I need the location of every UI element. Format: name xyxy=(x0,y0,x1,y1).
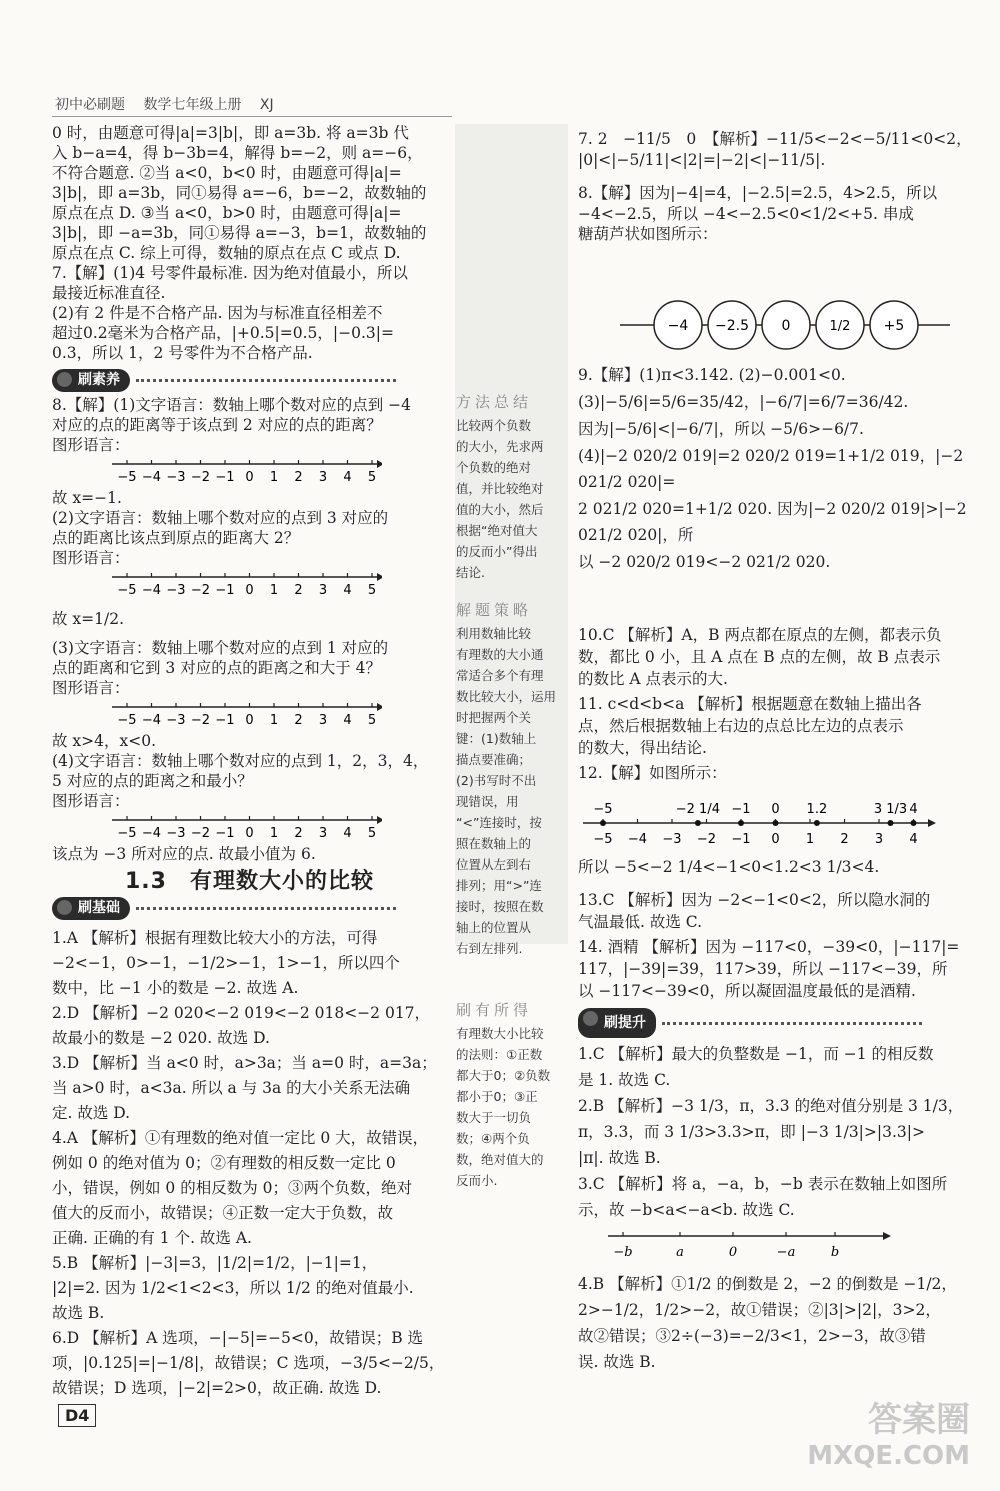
text-line: −4<−2.5，所以 −4<−2.5<0<1/2<+5. 串成 xyxy=(578,204,914,223)
suyang-badge: 刷素养 xyxy=(52,369,130,392)
text-line: 2 021/2 020=1+1/2 020. 因为|−2 020/2 019|>|−2 021/2 020|，所 xyxy=(578,500,972,544)
bead-label: −2.5 xyxy=(715,318,749,334)
text-line: 4.B 【解析】①1/2 的倒数是 2，−2 的倒数是 −1/2， xyxy=(578,1275,957,1293)
text-line: 9.【解】(1)π<3.142. (2)−0.001<0. xyxy=(578,366,846,384)
tick-label: 2 xyxy=(840,832,849,847)
text-line: 项，|0.125|=|−1/8|，故错误；C 选项，−3/5<−2/5， xyxy=(52,1354,445,1372)
point-label: 1.2 xyxy=(806,802,828,817)
text-line: 超过0.2毫米为合格产品，|+0.5|=0.5，|−0.3|= xyxy=(52,324,394,342)
text-line: 8.【解】(1)文字语言：数轴上哪个数对应的点到 −4 xyxy=(52,396,412,414)
tick-label: 2 xyxy=(294,826,303,840)
tick-label: −4 xyxy=(141,713,162,727)
note-line: 轴上的位置从 xyxy=(456,920,532,935)
text-line: 图形语言： xyxy=(52,549,130,567)
text-line: 1.A 【解析】根据有理数比较大小的方法，可得 xyxy=(52,929,378,947)
tick-label: −5 xyxy=(117,470,137,484)
text-line: 定. 故选 D. xyxy=(52,1104,131,1122)
answer-11 xyxy=(578,694,978,759)
text-line: 10.C 【解析】A，B 两点都在原点的左侧，都表示负 xyxy=(578,626,942,644)
point-label: 0 xyxy=(771,802,780,817)
tick-label: −4 xyxy=(141,583,162,597)
tick-label: 4 xyxy=(909,832,918,847)
method-summary-note xyxy=(456,392,568,583)
text-line: 故 x>4，x<0. xyxy=(52,732,157,750)
dotted-rule xyxy=(136,907,396,910)
note-line: 结论. xyxy=(456,565,485,580)
point-marker xyxy=(911,820,917,826)
text-line: 图形语言： xyxy=(52,679,130,697)
point-marker xyxy=(814,820,820,826)
number-line-1 xyxy=(52,456,382,484)
jichu-badge: 刷基础 xyxy=(52,897,130,920)
text-line: 原点在点 C. 综上可得，数轴的原点在点 C 或点 D. xyxy=(52,244,401,262)
tick-label: −a xyxy=(776,1245,796,1260)
tick-label: −1 xyxy=(215,713,235,727)
text-line: 因为|−5/6|<|−6/7|，所以 −5/6>−6/7. xyxy=(578,420,864,438)
text-line: 图形语言： xyxy=(52,792,130,810)
text-line: 3|b|，即 a=3b，同①易得 a=−6，b=−2，故数轴的 xyxy=(52,184,427,202)
text-line: 入 b−a=4，得 b−3b=4，解得 b=−2，则 a=−6， xyxy=(52,144,423,162)
text-line: 数中，比 −1 小的数是 −2. 故选 A. xyxy=(52,979,299,997)
section-title xyxy=(52,869,447,894)
tick-label: 3 xyxy=(318,826,328,840)
text-line: 点的距离比该点到原点的距离大 2？ xyxy=(52,529,300,547)
series-name: 初中必刷题 xyxy=(55,97,125,113)
running-header xyxy=(55,94,288,114)
tick-label: −5 xyxy=(117,713,137,727)
text-line: 2.D 【解析】−2 020<−2 019<−2 018<−2 017， xyxy=(52,1004,431,1022)
tick-label: 0 xyxy=(771,832,780,847)
bead-1 xyxy=(654,301,702,349)
text-line: 值大的反而小，故错误；④正数一定大于负数，故 xyxy=(52,1204,394,1222)
text-line: (2)有 2 件是不合格产品. 因为与标准直径相差不 xyxy=(52,304,383,322)
text-line: 2>−1/2，1/2>−2，故①错误；②|3|>|2|，3>2， xyxy=(578,1301,941,1319)
answer-block-cont xyxy=(52,124,447,263)
tick-label: 5 xyxy=(367,826,377,840)
note-line: 位置从左到右 xyxy=(456,857,532,872)
bead-2 xyxy=(708,301,756,349)
note-line: 数比较大小，运用 xyxy=(456,689,557,704)
tisheng-badge: 刷提升 xyxy=(578,1008,656,1038)
dotted-rule xyxy=(662,1022,922,1025)
tick-label: −4 xyxy=(627,832,648,847)
point-marker xyxy=(600,820,606,826)
tick-label: −5 xyxy=(117,583,137,597)
text-line: 点的距离和它到 3 对应的点的距离之和大于 4？ xyxy=(52,659,382,677)
tick-label: 1 xyxy=(269,713,279,727)
tick-label: −2 xyxy=(696,832,717,847)
bead-label: −4 xyxy=(667,318,689,334)
watermark-logo: 答案圈 xyxy=(868,1400,970,1440)
text-line: 3.D 【解析】当 a<0 时，a>3a；当 a=0 时，a=3a； xyxy=(52,1054,437,1072)
answer-12 xyxy=(578,763,978,878)
tick-label: 3 xyxy=(318,583,328,597)
text-line: 糖葫芦状如图所示： xyxy=(578,225,718,243)
text-line: 12.【解】如图所示： xyxy=(578,764,727,782)
watermark xyxy=(807,1392,970,1471)
basic-answers xyxy=(52,926,447,1400)
tick-label: −2 xyxy=(190,470,211,484)
text-line: 图形语言： xyxy=(52,436,130,454)
axis-arrow xyxy=(883,1232,891,1240)
question-7 xyxy=(52,264,447,363)
point-marker xyxy=(773,820,779,826)
text-line: 是 1. 故选 C. xyxy=(578,1071,671,1089)
tick-label: −3 xyxy=(166,713,186,727)
text-line: −2<−1，0>−1，−1/2>−1，1>−1，所以四个 xyxy=(52,954,400,972)
tick-label: 1 xyxy=(269,583,279,597)
note-line: (2)书写时不出 xyxy=(456,773,537,788)
note-line: 的法则：①正数 xyxy=(456,1047,543,1062)
bead-label: 1/2 xyxy=(829,319,851,334)
text-line: 的数比 A 点表示的大. xyxy=(578,670,728,688)
note-line: 利用数轴比较 xyxy=(456,626,532,641)
tick-label: 0 xyxy=(245,583,254,597)
point-label: −1 xyxy=(731,802,751,817)
text-line: 当 a>0 时，a<3a. 所以 a 与 3a 的大小关系无法确 xyxy=(52,1079,411,1097)
takeaway-note xyxy=(456,1000,568,1191)
note-title: 方法总结 xyxy=(456,393,533,411)
number-line-4 xyxy=(52,812,382,840)
text-line: 点，然后根据数轴上右边的点总比左边的点表示 xyxy=(578,717,904,735)
bead-label: 0 xyxy=(781,318,791,334)
tick-label: −3 xyxy=(662,832,682,847)
text-line: |2|=2. 因为 1/2<1<2<3，所以 1/2 的绝对值最小. xyxy=(52,1279,414,1297)
tick-label: 2 xyxy=(294,713,303,727)
note-line: 个负数的绝对 xyxy=(456,460,532,475)
number-line-q12 xyxy=(578,785,938,851)
bead-4 xyxy=(816,301,864,349)
book-name: 数学七年级上册 xyxy=(143,97,242,113)
note-line: 的大小，先求两 xyxy=(456,439,544,454)
text-line: 以 −117<−39<0，所以凝固温度最低的是酒精. xyxy=(578,982,916,1000)
tick-label: 1 xyxy=(269,470,279,484)
tick-label: −3 xyxy=(166,826,186,840)
text-line: 原点在点 D. ③当 a<0，b>0 时，由题意可得|a|= xyxy=(52,204,402,222)
right-column xyxy=(578,130,978,246)
tick-label: −5 xyxy=(593,832,613,847)
tick-label: b xyxy=(830,1245,840,1260)
right-column-lower xyxy=(578,362,978,1376)
tick-label: −b xyxy=(613,1245,633,1260)
answer-7 xyxy=(578,130,978,170)
text-line: |π|. 故选 B. xyxy=(578,1149,661,1167)
text-line: 对应的点的距离等于该点到 2 对应的点的距离？ xyxy=(52,416,382,434)
text-line: (3)|−5/6|=5/6=35/42，|−6/7|=6/7=36/42. xyxy=(578,393,909,411)
note-line: 数大于一切负 xyxy=(456,1110,532,1125)
note-line: 现错误，用 xyxy=(456,794,519,809)
tick-label: −1 xyxy=(215,470,235,484)
text-line: 3|b|，即 −a=3b，同①易得 a=−3，b=1，故数轴的 xyxy=(52,224,427,242)
bead-label: +5 xyxy=(883,318,905,334)
note-line: 值的大小，然后 xyxy=(456,502,544,517)
tick-label: 4 xyxy=(343,583,352,597)
text-line: 故 x=1/2. xyxy=(52,610,125,628)
answer-8 xyxy=(578,184,978,245)
text-line: 故 x=−1. xyxy=(52,489,122,507)
text-line: (2)文字语言：数轴上哪个数对应的点到 3 对应的 xyxy=(52,509,389,527)
answer-14 xyxy=(578,937,978,1002)
tick-label: −4 xyxy=(141,826,162,840)
text-line: 2.B 【解析】−3 1/3，π，3.3 的绝对值分别是 3 1/3， xyxy=(578,1097,964,1115)
text-line: 11. c<d<b<a 【解析】根据题意在数轴上描出各 xyxy=(578,695,922,713)
axis-arrow xyxy=(377,703,382,711)
answer-10 xyxy=(578,625,978,690)
point-label: −2 1/4 xyxy=(675,802,720,817)
point-label: −5 xyxy=(593,802,613,817)
note-title: 解题策略 xyxy=(456,601,533,619)
text-line: 正确. 正确的有 1 个. 故选 A. xyxy=(52,1229,252,1247)
note-line: 描点要准确； xyxy=(456,752,532,767)
tick-label: 2 xyxy=(294,583,303,597)
note-title: 刷有所得 xyxy=(456,1001,533,1019)
point-label: 4 xyxy=(909,802,918,817)
text-line: 最接近标准直径. xyxy=(52,284,166,302)
bead-string-diagram xyxy=(620,300,950,350)
number-line-2 xyxy=(52,569,382,597)
tick-label: 0 xyxy=(728,1245,738,1260)
text-line: 7.【解】(1)4 号零件最标准. 因为绝对值最小，所以 xyxy=(52,264,408,282)
point-marker xyxy=(738,820,744,826)
note-line: 有理数的大小通 xyxy=(456,647,544,662)
point-marker xyxy=(695,820,701,826)
number-line-3 xyxy=(52,699,382,727)
text-line: 示，故 −b<a<−a<b. 故选 C. xyxy=(578,1201,795,1219)
tisheng-heading xyxy=(578,1008,978,1038)
axis-arrow xyxy=(928,819,936,827)
text-line: 不符合题意. ②当 a<0，b<0 时，由题意可得|a|= xyxy=(52,164,402,182)
note-line: 数，绝对值大的 xyxy=(456,1152,544,1167)
tick-label: 0 xyxy=(245,470,254,484)
jichu-heading xyxy=(52,897,447,920)
text-line: (3)文字语言：数轴上哪个数对应的点到 1 对应的 xyxy=(52,639,389,657)
text-line: 7. 2 −11/5 0 【解析】−11/5<−2<−5/11<0<2， xyxy=(578,130,972,148)
text-line: 故②错误；③2÷(−3)=−2/3<1，2>−3，故③错 xyxy=(578,1327,926,1345)
note-line: 值，并比较绝对 xyxy=(456,481,544,496)
note-line: “<”连接时，按 xyxy=(456,815,542,830)
text-line: 5 对应的点的距离之和最小？ xyxy=(52,772,253,790)
tick-label: 5 xyxy=(367,583,377,597)
text-line: 的数大，得出结论. xyxy=(578,739,707,757)
tick-label: 3 xyxy=(318,470,328,484)
strategy-note xyxy=(456,600,568,959)
point-marker xyxy=(888,820,894,826)
tick-label: −2 xyxy=(190,826,211,840)
text-line: 故选 B. xyxy=(52,1304,105,1322)
text-line: 117，|−39|=39，117>39，所以 −117<−39，所 xyxy=(578,960,948,978)
tick-label: −2 xyxy=(190,583,211,597)
edition: XJ xyxy=(259,97,274,113)
tick-label: −4 xyxy=(141,470,162,484)
number-line-t3 xyxy=(578,1224,898,1264)
tick-label: a xyxy=(676,1245,684,1260)
tick-label: 2 xyxy=(294,470,303,484)
note-line: 的反而小”得出 xyxy=(456,544,538,559)
text-line: 14. 酒精 【解析】因为 −117<0，−39<0，|−117|= xyxy=(578,938,960,956)
tick-label: −5 xyxy=(117,826,137,840)
note-line: 根据“绝对值大 xyxy=(456,523,538,538)
tick-label: −2 xyxy=(190,713,211,727)
note-line: 照在数轴上的 xyxy=(456,836,532,851)
dotted-rule xyxy=(136,379,396,382)
text-line: 例如 0 的绝对值为 0；②有理数的相反数一定比 0 xyxy=(52,1154,396,1172)
tick-label: −3 xyxy=(166,583,186,597)
text-line: 以 −2 020/2 019<−2 021/2 020. xyxy=(578,553,831,571)
text-line: 13.C 【解析】因为 −2<−1<0<2，所以隐水洞的 xyxy=(578,891,931,909)
text-line: |0|<|−5/11|<|2|=|−2|<|−11/5|. xyxy=(578,150,826,169)
text-line: 误. 故选 B. xyxy=(578,1353,656,1371)
note-line: 反而小. xyxy=(456,1173,498,1188)
note-line: 有理数大小比较 xyxy=(456,1026,544,1041)
note-line: 键：(1)数轴上 xyxy=(456,731,537,746)
note-line: 右到左排列. xyxy=(456,941,523,956)
note-line: 都大于0；②负数 xyxy=(456,1068,551,1083)
section-title-text: 1.3 有理数大小的比较 xyxy=(125,869,374,894)
watermark-url: MXQE.COM xyxy=(807,1441,970,1471)
text-line: (4)|−2 020/2 019|=2 020/2 019=1+1/2 019，|−2 021/2 020|= xyxy=(578,447,969,491)
note-line: 数；④两个负 xyxy=(456,1131,530,1146)
header-rule xyxy=(52,116,452,117)
tick-label: −1 xyxy=(731,832,751,847)
text-line: 5.B 【解析】|−3|=3，|1/2|=1/2，|−1|=1， xyxy=(52,1254,378,1272)
text-line: (4)文字语言：数轴上哪个数对应的点到 1，2，3，4， xyxy=(52,752,429,770)
text-line: 8.【解】因为|−4|=4，|−2.5|=2.5，4>2.5，所以 xyxy=(578,184,938,202)
text-line: 气温最低. 故选 C. xyxy=(578,913,703,931)
text-line: 1.C 【解析】最大的负整数是 −1，而 −1 的相反数 xyxy=(578,1045,934,1063)
tick-label: −1 xyxy=(215,826,235,840)
note-line: 接时，按照在数 xyxy=(456,899,544,914)
text-line: 故错误；D 选项，|−2|=2>0，故正确. 故选 D. xyxy=(52,1379,382,1397)
note-line: 比较两个负数 xyxy=(456,418,532,433)
text-line: 3.C 【解析】将 a，−a，b，−b 表示在数轴上如图所 xyxy=(578,1175,948,1193)
tick-label: 5 xyxy=(367,470,377,484)
tick-label: 3 xyxy=(874,832,884,847)
tick-label: 1 xyxy=(805,832,815,847)
note-line: 常适合多个有理 xyxy=(456,668,544,683)
text-line: 6.D 【解析】A 选项，−|−5|=−5<0，故错误；B 选 xyxy=(52,1329,424,1347)
question-8 xyxy=(52,396,447,864)
text-line: 0 时，由题意可得|a|=3|b|，即 a=3b. 将 a=3b 代 xyxy=(52,124,409,142)
text-line: 该点为 −3 所对应的点. 故最小值为 6. xyxy=(52,845,316,863)
point-label: 3 1/3 xyxy=(873,802,908,817)
tick-label: 1 xyxy=(269,826,279,840)
answer-13 xyxy=(578,890,978,933)
text-line: 数，都比 0 小，且 A 点在 B 点的左侧，故 B 点表示 xyxy=(578,648,941,666)
tick-label: −1 xyxy=(215,583,235,597)
text-line: 所以 −5<−2 1/4<−1<0<1.2<3 1/3<4. xyxy=(578,858,880,876)
text-line: 0.3，所以 1，2 号零件为不合格产品. xyxy=(52,344,313,362)
text-line: π，3.3，而 3 1/3>3.3>π，即 |−3 1/3|>|3.3|> xyxy=(578,1123,925,1141)
tick-label: 4 xyxy=(343,713,352,727)
tick-label: 5 xyxy=(367,713,377,727)
text-line: 4.A 【解析】①有理数的绝对值一定比 0 大，故错误， xyxy=(52,1129,429,1147)
note-line: 都小于0；③正 xyxy=(456,1089,538,1104)
axis-arrow xyxy=(377,816,382,824)
suyang-heading xyxy=(52,369,447,392)
axis-arrow xyxy=(377,573,382,581)
bead-5 xyxy=(870,301,918,349)
text-line: 小，错误，例如 0 的相反数为 0；③两个负数，绝对 xyxy=(52,1179,413,1197)
tick-label: 0 xyxy=(245,826,254,840)
tick-label: 4 xyxy=(343,470,352,484)
left-column xyxy=(52,124,447,1401)
tick-label: −3 xyxy=(166,470,186,484)
text-line: 故最小的数是 −2 020. 故选 D. xyxy=(52,1029,270,1047)
page-number: D4 xyxy=(58,1404,96,1427)
axis-arrow xyxy=(377,460,382,468)
tick-label: 0 xyxy=(245,713,254,727)
bead-3 xyxy=(762,301,810,349)
note-line: 排列；用“>”连 xyxy=(456,878,542,893)
advanced-answers xyxy=(578,1042,978,1375)
answer-9 xyxy=(578,362,978,575)
tick-label: 3 xyxy=(318,713,328,727)
note-line: 时把握两个关 xyxy=(456,710,532,725)
tick-label: 4 xyxy=(343,826,352,840)
